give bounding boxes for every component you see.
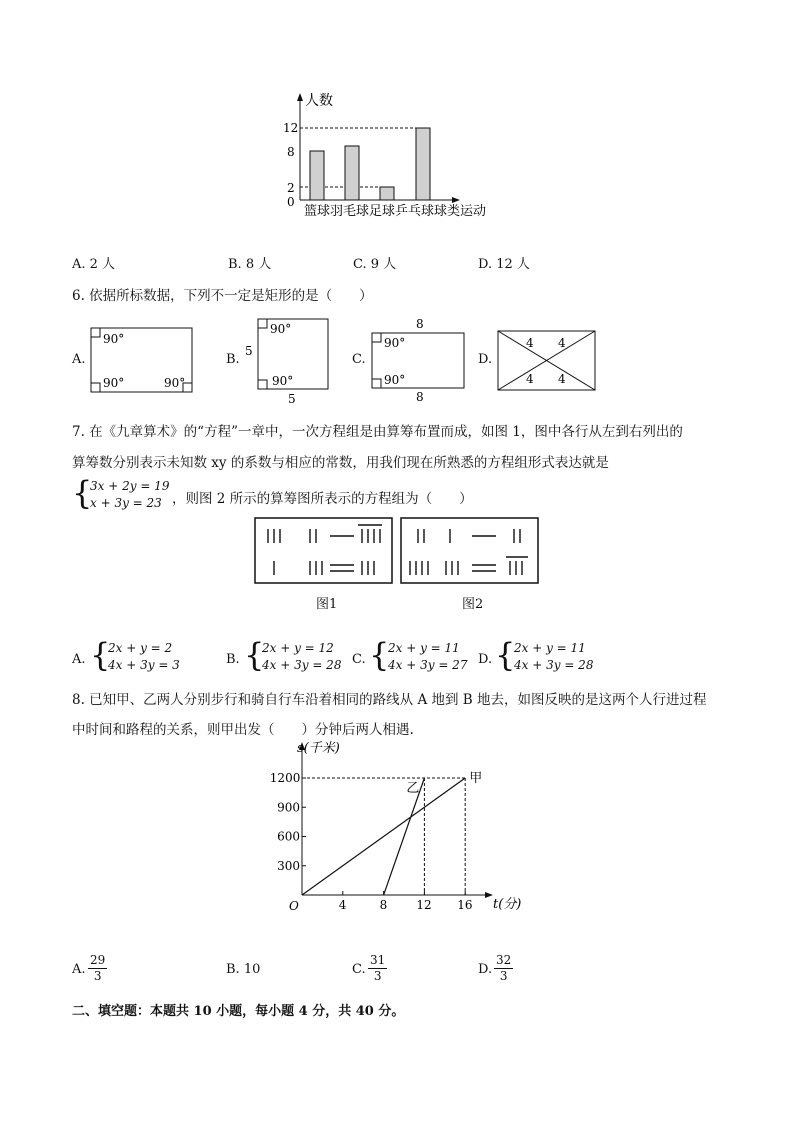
- diag-label: 4: [526, 336, 534, 350]
- q7-option-a[interactable]: 2x + y = 2 4x + 3y = 3: [108, 641, 180, 672]
- q6-stem: 6. 依据所标数据，下列不一定是矩形的是（ ）: [72, 288, 373, 304]
- bar-football: [380, 187, 394, 200]
- series-line: [302, 778, 465, 895]
- q8-option-a[interactable]: $\frac{29}{3}$: [90, 953, 106, 983]
- q6-label-a: A.: [72, 352, 86, 367]
- counting-rods-fig1: [254, 517, 394, 585]
- angle-label: 90°: [270, 322, 292, 336]
- side-label: 8: [416, 390, 424, 404]
- series-label: 甲: [469, 771, 483, 786]
- q8-stem-1: 8. 已知甲、乙两人分别步行和骑自行车沿着相同的路线从 A 地到 B 地去，如图反映的是这两个人行进过程: [72, 692, 707, 708]
- q7-system: 3x + 2y = 19 x + 3y = 23: [90, 479, 170, 510]
- side-label: 5: [288, 392, 296, 405]
- q8-option-b[interactable]: B. 10: [226, 962, 261, 977]
- q6-label-c: C.: [352, 352, 366, 367]
- section-heading: 二、填空题：本题共 10 小题，每小题 4 分，共 40 分。: [72, 1004, 405, 1019]
- q7-option-b[interactable]: 2x + y = 12 4x + 3y = 28: [262, 641, 342, 672]
- bar-pingpong: [416, 128, 430, 200]
- ytick-0: 0: [287, 195, 295, 209]
- q6-figure-a: [88, 325, 198, 395]
- x-tick-label: 8: [379, 898, 388, 912]
- q7-option-c[interactable]: 2x + y = 11 4x + 3y = 27: [388, 641, 468, 672]
- q7-stem-3: ，则图 2 所示的算筹图所表示的方程组为（ ）: [172, 491, 473, 507]
- x-tick-label: 4: [338, 898, 347, 912]
- angle-label: 90°: [384, 336, 406, 350]
- x-axis-label: 篮球羽毛球足球乒乓球球类运动: [304, 204, 487, 219]
- diag-label: 4: [558, 372, 566, 386]
- bar-chart: [270, 88, 530, 228]
- fig1-label: 图1: [316, 597, 338, 612]
- q5-option-c[interactable]: C. 9 人: [353, 257, 397, 272]
- brace-icon: {: [72, 474, 93, 512]
- q7-option-c-label[interactable]: C.: [352, 652, 366, 667]
- series-label: 乙: [406, 781, 420, 796]
- y-tick-label: 1200: [269, 771, 301, 785]
- bar-badminton: [345, 146, 359, 200]
- y-tick-label: 600: [277, 829, 301, 844]
- q7-option-b-label[interactable]: B.: [226, 652, 240, 667]
- distance-time-chart: [262, 738, 532, 918]
- ytick-2: 2: [287, 181, 295, 195]
- fig2-label: 图2: [462, 597, 484, 612]
- brace-icon: {: [244, 636, 265, 674]
- counting-rods-fig2: [400, 517, 540, 585]
- q8-option-a-label[interactable]: A.: [72, 962, 86, 977]
- brace-icon: {: [369, 636, 390, 674]
- q8-option-d-label[interactable]: D.: [478, 962, 493, 977]
- angle-label: 90°: [164, 376, 186, 390]
- bar-basketball: [310, 151, 324, 200]
- brace-icon: {: [90, 636, 111, 674]
- q7-option-d[interactable]: 2x + y = 11 4x + 3y = 28: [514, 641, 594, 672]
- q8-stem-2: 中时间和路程的关系，则甲出发（ ）分钟后两人相遇.: [72, 722, 414, 738]
- q6-label-d: D.: [478, 352, 493, 367]
- ytick-8: 8: [287, 145, 295, 159]
- q5-option-b[interactable]: B. 8 人: [228, 257, 272, 272]
- x-axis-label: t(分): [493, 897, 522, 912]
- angle-label: 90°: [103, 376, 125, 390]
- q6-figure-c: [368, 315, 473, 405]
- q6-figure-b: [240, 315, 340, 405]
- q8-option-d[interactable]: $\frac{32}{3}$: [496, 953, 512, 983]
- side-label: 8: [416, 317, 424, 331]
- angle-label: 90°: [103, 332, 125, 346]
- q6-figure-d: [495, 328, 600, 393]
- q7-option-a-label[interactable]: A.: [72, 652, 86, 667]
- q8-option-c[interactable]: $\frac{31}{3}$: [370, 953, 386, 983]
- q7-option-d-label[interactable]: D.: [478, 652, 493, 667]
- brace-icon: {: [495, 636, 516, 674]
- ytick-12: 12: [283, 121, 299, 135]
- side-label: 5: [245, 344, 253, 358]
- y-tick-label: 900: [277, 800, 301, 815]
- angle-label: 90°: [272, 374, 294, 388]
- q7-stem-2: 算筹数分别表示未知数 xy 的系数与相应的常数，用我们现在所熟悉的方程组形式表达就是: [72, 455, 609, 471]
- diag-label: 4: [526, 372, 534, 386]
- y-axis-label: 人数: [305, 93, 333, 109]
- y-axis-label: s(千米): [297, 741, 340, 756]
- q7-stem-1: 7. 在《九章算术》的“方程”一章中，一次方程组是由算筹布置而成，如图 1，图中各行从左到右列出的: [72, 424, 683, 440]
- q6-label-b: B.: [226, 352, 240, 367]
- x-tick-label: 16: [457, 898, 473, 912]
- x-tick-label: 12: [416, 898, 432, 912]
- q8-option-c-label[interactable]: C.: [352, 962, 366, 977]
- q5-option-d[interactable]: D. 12 人: [478, 257, 530, 272]
- y-tick-label: 300: [277, 858, 301, 873]
- angle-label: 90°: [384, 373, 406, 387]
- diag-label: 4: [558, 336, 566, 350]
- q5-option-a[interactable]: A. 2 人: [72, 257, 116, 272]
- origin-label: O: [289, 899, 299, 913]
